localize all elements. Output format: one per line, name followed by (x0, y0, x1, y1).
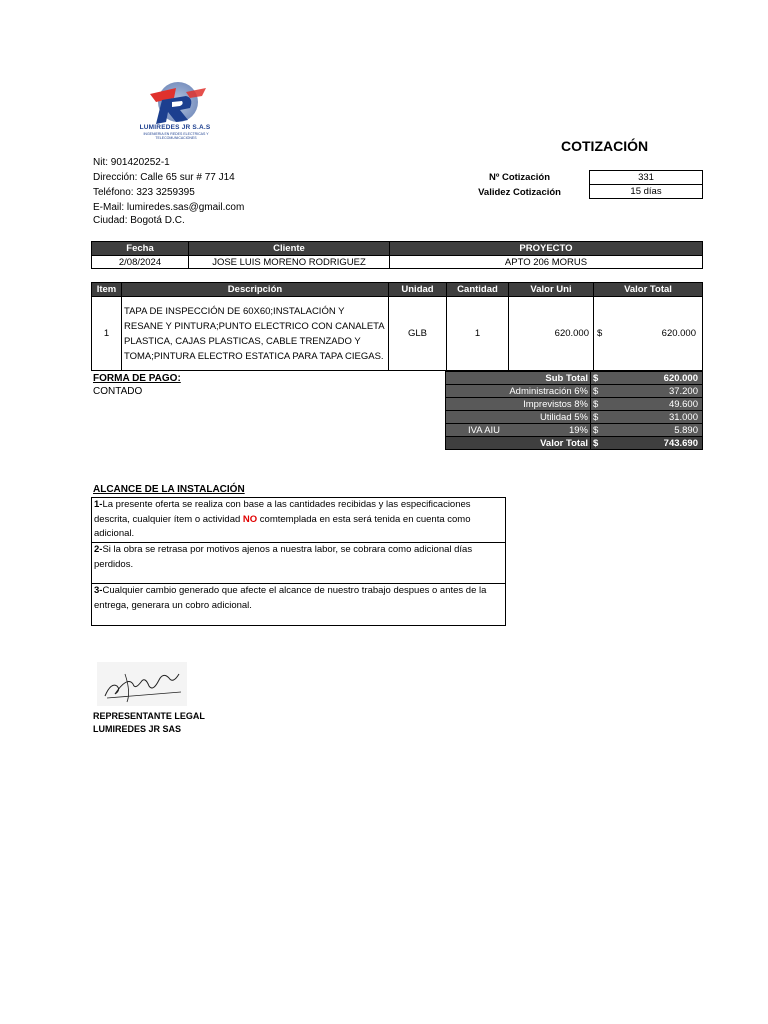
signature-role: REPRESENTANTE LEGAL (93, 711, 205, 721)
imprevistos-label: Imprevistos 8% (446, 398, 591, 411)
scope-title: ALCANCE DE LA INSTALACIÓN (93, 484, 245, 495)
scope-item-2 (92, 543, 506, 584)
scope-item-3 (92, 584, 506, 626)
iva-label: IVA AIU (468, 424, 501, 436)
subtotal-value: 620.000 (605, 372, 703, 385)
header-cliente: Cliente (189, 242, 390, 256)
table-row (92, 297, 703, 371)
utilidad-value: 31.000 (605, 411, 703, 424)
header-valor-uni: Valor Uni (509, 283, 594, 297)
header-proyecto: PROYECTO (390, 242, 703, 256)
document-title: COTIZACIÓN (561, 138, 649, 154)
header-unidad: Unidad (389, 283, 447, 297)
company-city: Ciudad: Bogotá D.C. (93, 215, 185, 226)
admin-currency: $ (591, 385, 606, 398)
subtotal-currency: $ (591, 372, 606, 385)
logo-text: LUMIREDES JR S.A.S (139, 124, 211, 131)
company-phone: Teléfono: 323 3259395 (93, 187, 195, 198)
scope-item-2-number: 2- (94, 544, 103, 555)
imprevistos-value: 49.600 (605, 398, 703, 411)
company-nit: Nit: 901420252-1 (93, 157, 170, 168)
imprevistos-currency: $ (591, 398, 606, 411)
header-cantidad: Cantidad (447, 283, 509, 297)
items-table (91, 282, 703, 371)
item-total: 620.000 (611, 297, 703, 371)
total-value: 743.690 (605, 437, 703, 450)
quote-validity-label: Validez Cotización (478, 187, 561, 198)
iva-value: 5.890 (605, 424, 703, 437)
item-unit-price: 620.000 (509, 297, 594, 371)
cliente-value: JOSE LUIS MORENO RODRIGUEZ (189, 256, 390, 269)
scope-item-1-text-pre: La presente oferta se realiza con base a las cantidades recibidas y las especificaciones descrita, cualquier ítem o actividad (94, 499, 471, 525)
payment-value: CONTADO (93, 386, 143, 397)
scope-item-2-text: Si la obra se retrasa por motivos ajenos a nuestra labor, se cobrara como adicional días perdidos. (94, 544, 473, 570)
company-address: Dirección: Calle 65 sur # 77 J14 (93, 172, 235, 183)
scope-item-3-text: Cualquier cambio generado que afecte el alcance de nuestro trabajo despues o antes de la entrega, generara un cobro adicional. (94, 585, 487, 611)
scope-item-1 (92, 498, 506, 543)
utilidad-currency: $ (591, 411, 606, 424)
logo-subtext: INGENIERIA EN REDES ELECTRICAS Y TELECOMUNICACIONES (143, 132, 209, 140)
admin-value: 37.200 (605, 385, 703, 398)
header-item: Item (92, 283, 122, 297)
header-descripcion: Descripción (122, 283, 389, 297)
item-unit: GLB (389, 297, 447, 371)
iva-percent: 19% (568, 424, 588, 436)
admin-label: Administración 6% (446, 385, 591, 398)
item-description: TAPA DE INSPECCIÓN DE 60X60;INSTALACIÓN Y RESANE Y PINTURA;PUNTO ELECTRICO CON CANALETA PLASTICA, CAJAS PLASTICAS, CABLE TRENZADO Y TOMA;PINTURA ELECTRO ESTATICA PARA TAPA CIEGAS. (122, 297, 389, 371)
scope-table (91, 497, 506, 626)
scope-item-1-text-post: comtemplada en esta será tenida en cuenta como adicional. (94, 513, 471, 539)
scope-item-3-number: 3- (94, 585, 103, 596)
utilidad-label: Utilidad 5% (446, 411, 591, 424)
iva-currency: $ (591, 424, 606, 437)
proyecto-value: APTO 206 MORUS (390, 256, 703, 269)
item-currency: $ (594, 297, 612, 371)
info-table (91, 241, 703, 269)
quote-validity-value: 15 días (589, 184, 703, 199)
subtotal-label: Sub Total (446, 372, 591, 385)
signature-image (97, 662, 187, 706)
iva-cell (446, 424, 591, 437)
scope-item-1-number: 1- (94, 499, 103, 510)
total-label: Valor Total (446, 437, 591, 450)
payment-label: FORMA DE PAGO: (93, 373, 181, 384)
totals-table (445, 371, 703, 450)
total-currency: $ (591, 437, 606, 450)
fecha-value: 2/08/2024 (92, 256, 189, 269)
signature-company: LUMIREDES JR SAS (93, 724, 182, 734)
header-valor-total: Valor Total (594, 283, 703, 297)
quote-number-value: 331 (589, 170, 703, 185)
company-email: E-Mail: lumiredes.sas@gmail.com (93, 202, 245, 213)
header-fecha: Fecha (92, 242, 189, 256)
scope-item-1-no: NO (242, 513, 258, 525)
item-number: 1 (92, 297, 122, 371)
quote-number-label: Nº Cotización (489, 172, 550, 183)
item-quantity: 1 (447, 297, 509, 371)
